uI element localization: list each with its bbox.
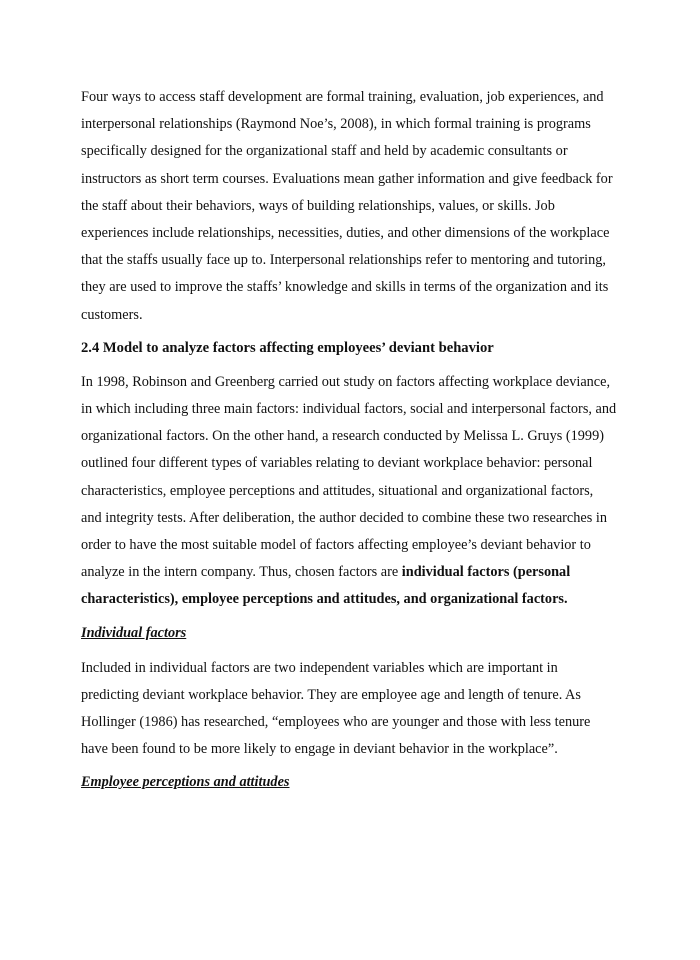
subheading-individual-factors: Individual factors — [81, 624, 187, 641]
paragraph-model-factors — [81, 369, 617, 614]
subheading-employee-perceptions: Employee perceptions and attitudes — [81, 774, 290, 791]
section-heading: 2.4 Model to analyze factors affecting employees’ deviant behavior — [81, 339, 494, 356]
paragraph-individual-factors: Included in individual factors are two independent variables which are important in predicting deviant workplace behavior. They are employee age and length of tenure. As Hollinger (1986) has researched, “employees who are younger and those with less tenure have been found to be more likely to engage in deviant behavior in the workplace”. — [81, 659, 591, 758]
paragraph-staff-development: Four ways to access staff development are formal training, evaluation, job experiences, and interpersonal relationships (Raymond Noe’s, 2008), in which formal training is programs specifically designed for the organizational staff and held by academic consultants or instructors as short term courses. Evaluations mean gather information and give feedback for the staff about their behaviors, ways of building relationships, values, or skills. Job experiences include relationships, necessities, duties, and other dimensions of the workplace that the staffs usually face up to. Interpersonal relationships refer to mentoring and tutoring, they are used to improve the staffs’ knowledge and skills in terms of the organization and its customers. — [81, 89, 613, 323]
paragraph-model-text: In 1998, Robinson and Greenberg carried out study on factors affecting workplace deviance, in which including three main factors: individual factors, social and interpersonal factors, and organizational factors. On the other hand, a research conducted by Melissa L. Gruys (1999) outlined four different types of variables relating to deviant workplace behavior: personal characteristics, employee perceptions and attitudes, situational and organizational factors, and integrity tests. After deliberation, the author decided to combine these two researches in order to have the most suitable model of factors affecting employee’s deviant behavior to analyze in the intern company. Thus, chosen factors are — [81, 373, 617, 581]
document-page — [81, 84, 617, 804]
paragraph-model-bold-factors: individual factors (personal characteristics), employee perceptions and attitudes, and organizational factors. — [81, 564, 571, 608]
